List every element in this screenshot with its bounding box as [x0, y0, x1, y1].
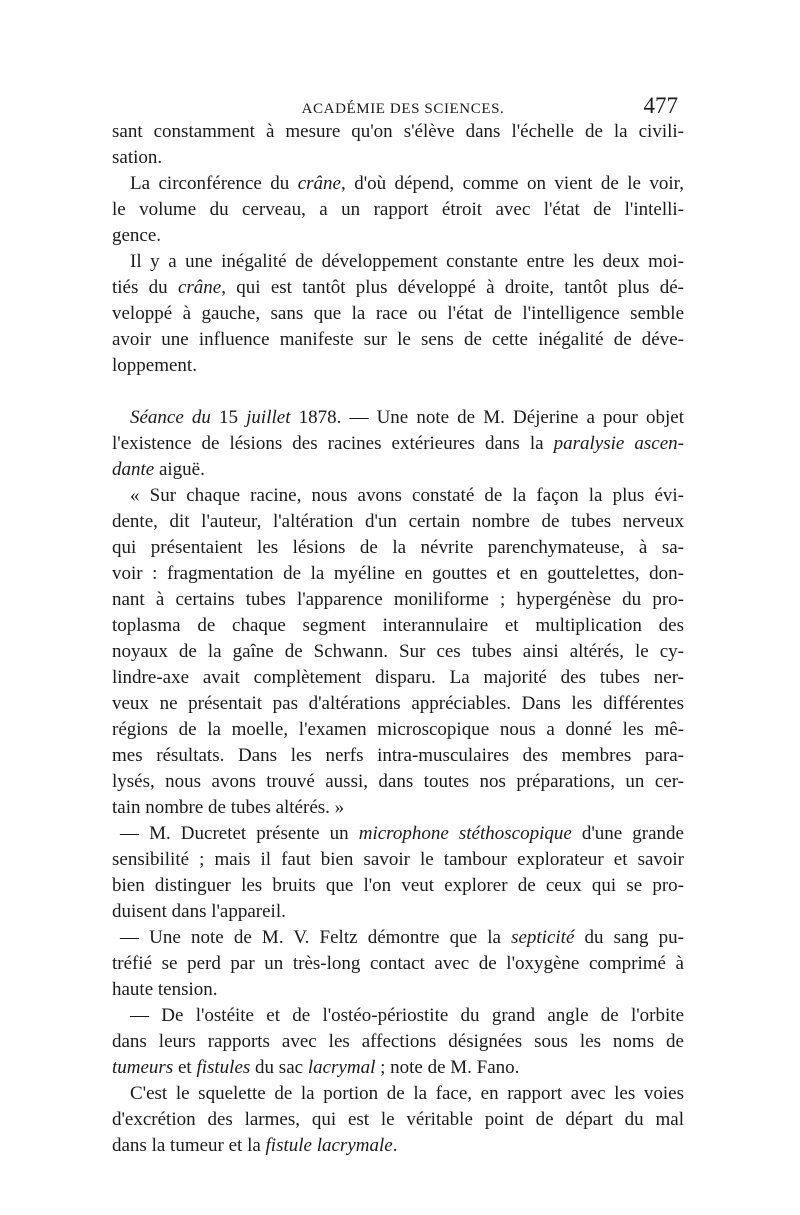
- page-header: [112, 93, 684, 119]
- text-line: — Une note de M. V. Feltz démontre que la septicité du sang pu-: [120, 927, 684, 948]
- text-line: veux ne présentait pas d'altérations appréciables. Dans les différentes: [112, 693, 684, 714]
- paragraph-crane-inequality: [112, 249, 684, 379]
- book-page: [112, 93, 684, 1159]
- text-line: sation.: [112, 147, 163, 168]
- text-line: mes résultats. Dans les nerfs intra-musculaires des membres para-: [112, 745, 684, 766]
- text-line: voir : fragmentation de la myéline en gouttes et en gouttelettes, don-: [112, 563, 684, 584]
- text-line: qui présentaient les lésions de la névrite parenchymateuse, à sa-: [112, 537, 684, 558]
- paragraph-fano: [112, 1003, 684, 1081]
- paragraph-crane-circumference: [112, 171, 684, 249]
- running-title: ACADÉMIE DES SCIENCES.: [301, 101, 505, 117]
- text-line: noyaux de la gaîne de Schwann. Sur ces tubes ainsi altérés, le cy-: [112, 641, 684, 662]
- text-line: l'existence de lésions des racines extérieures dans la paralysie ascen-: [112, 433, 684, 454]
- text-line: régions de la moelle, l'examen microscopique nous a donné les mê-: [112, 719, 684, 740]
- text-line: loppement.: [112, 355, 197, 376]
- text-line: dans la tumeur et la fistule lacrymale.: [112, 1135, 398, 1156]
- text-line: dante aiguë.: [112, 459, 205, 480]
- text-line: lindre-axe avait complètement disparu. La majorité des tubes ner-: [112, 667, 684, 688]
- text-line: avoir une influence manifeste sur le sens de cette inégalité de déve-: [112, 329, 684, 350]
- text-line: La circonférence du crâne, d'où dépend, comme on vient de le voir,: [130, 173, 684, 194]
- text-line: Séance du 15 juillet 1878. — Une note de M. Déjerine a pour objet: [130, 407, 684, 428]
- paragraph-civilisation: [112, 119, 684, 171]
- text-line: dans leurs rapports avec les affections désignées sous les noms de: [112, 1031, 684, 1052]
- text-line: « Sur chaque racine, nous avons constaté de la façon la plus évi-: [130, 485, 684, 506]
- text-line: d'excrétion des larmes, qui est le véritable point de départ du mal: [112, 1109, 684, 1130]
- text-line: gence.: [112, 225, 162, 246]
- text-line: haute tension.: [112, 979, 218, 1000]
- text-line: tiés du crâne, qui est tantôt plus développé à droite, tantôt plus dé-: [112, 277, 684, 298]
- text-line: toplasma de chaque segment interannulaire et multiplication des: [112, 615, 684, 636]
- text-line: le volume du cerveau, a un rapport étroit avec l'état de l'intelli-: [112, 199, 684, 220]
- text-line: dente, dit l'auteur, l'altération d'un certain nombre de tubes nerveux: [112, 511, 684, 532]
- text-line: — De l'ostéite et de l'ostéo-périostite du grand angle de l'orbite: [130, 1005, 684, 1026]
- text-line: C'est le squelette de la portion de la face, en rapport avec les voies: [130, 1083, 684, 1104]
- paragraph-seance-15-juillet: [112, 405, 684, 483]
- paragraph-ducretet: [112, 821, 684, 925]
- text-line: tumeurs et fistules du sac lacrymal ; note de M. Fano.: [112, 1057, 520, 1078]
- text-line: nant à certains tubes l'apparence moniliforme ; hypergénèse du pro-: [112, 589, 684, 610]
- text-line: veloppé à gauche, sans que la race ou l'état de l'intelligence semble: [112, 303, 684, 324]
- text-line: tain nombre de tubes altérés. »: [112, 797, 345, 818]
- paragraph-dejerine-quote: [112, 483, 684, 821]
- text-line: Il y a une inégalité de développement constante entre les deux moi-: [130, 251, 684, 272]
- page-number: 477: [643, 93, 678, 118]
- text-line: lysés, nous avons trouvé aussi, dans toutes nos préparations, un cer-: [112, 771, 684, 792]
- text-line: bien distinguer les bruits que l'on veut explorer de ceux qui se pro-: [112, 875, 684, 896]
- paragraph-feltz: [112, 925, 684, 1003]
- section-gap: [112, 379, 684, 405]
- paragraph-squelette: [112, 1081, 684, 1159]
- text-line: — M. Ducretet présente un microphone stéthoscopique d'une grande: [120, 823, 684, 844]
- text-line: tréfié se perd par un très-long contact avec de l'oxygène comprimé à: [112, 953, 684, 974]
- text-line: sant constamment à mesure qu'on s'élève dans l'échelle de la civili-: [112, 121, 684, 142]
- text-line: sensibilité ; mais il faut bien savoir le tambour explorateur et savoir: [112, 849, 684, 870]
- text-line: duisent dans l'appareil.: [112, 901, 286, 922]
